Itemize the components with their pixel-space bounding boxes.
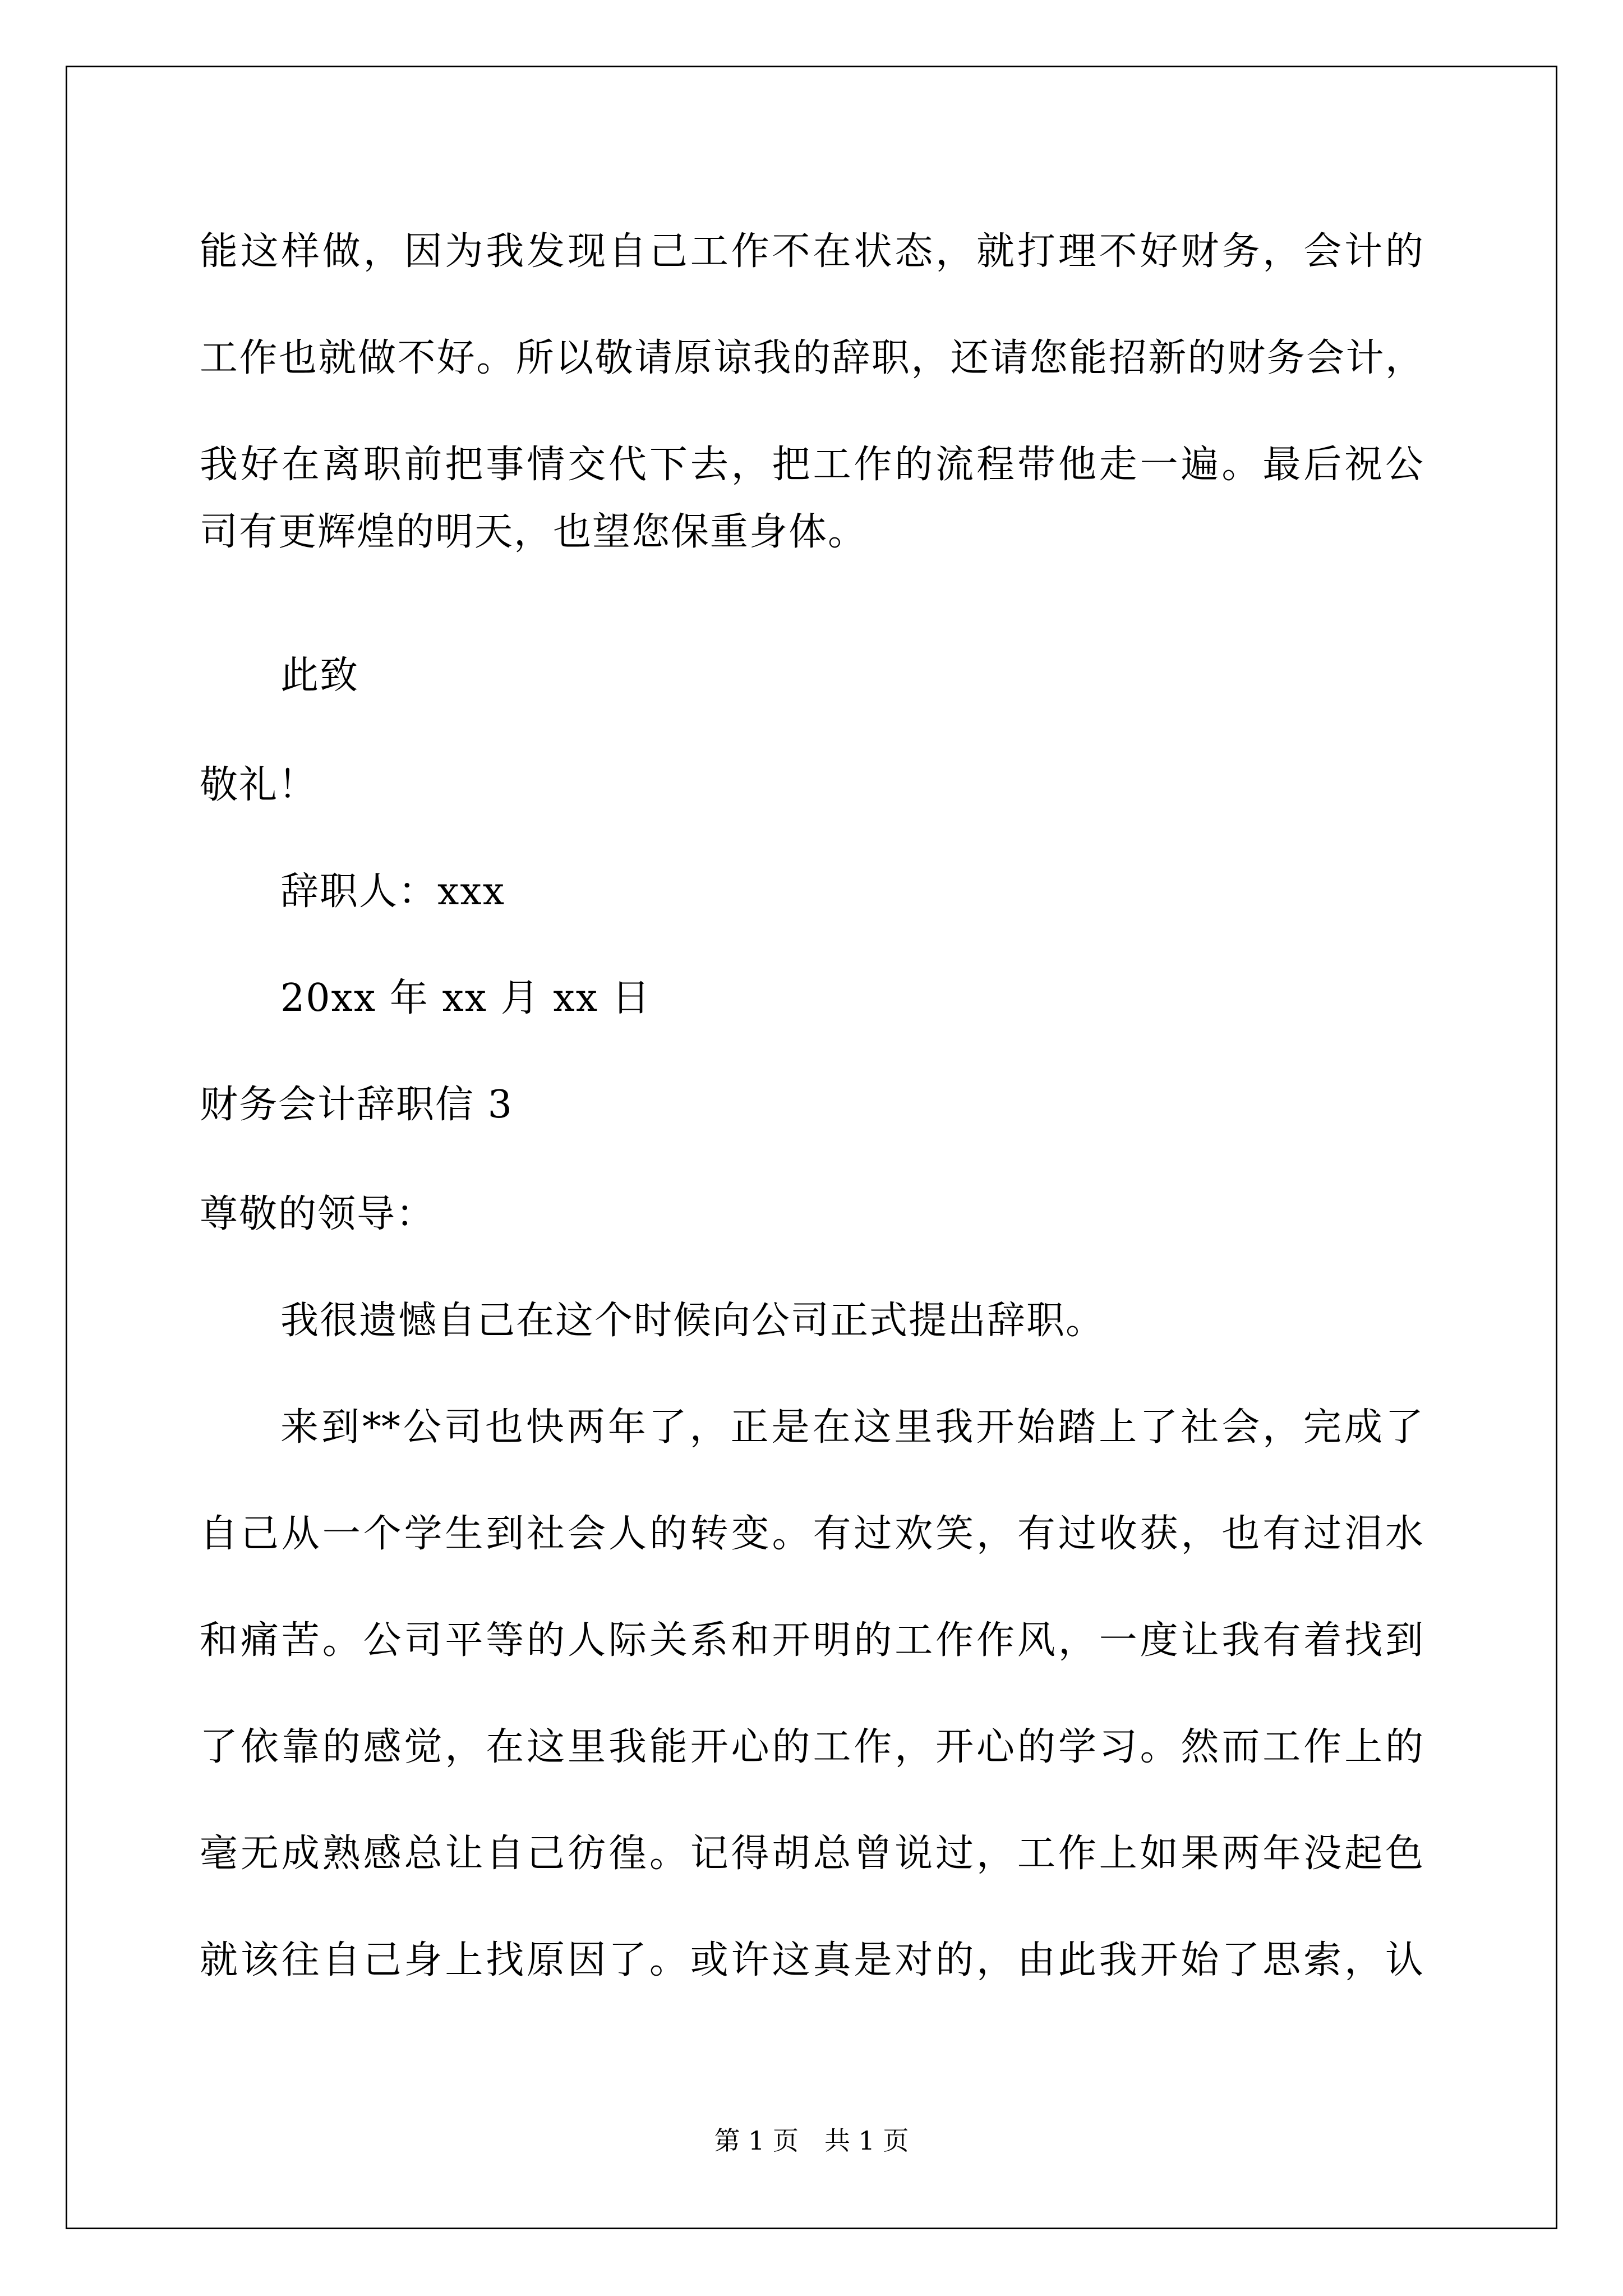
- page-number-current: 第 1 页: [714, 2125, 799, 2156]
- text-line: 和痛苦。公司平等的人际关系和开明的工作作风，一度让我有着找到: [200, 1618, 1423, 1663]
- section-title: 财务会计辞职信 3: [200, 1083, 513, 1127]
- text-line: 就该往自己身上找原因了。或许这真是对的，由此我开始了思索，认: [200, 1938, 1423, 1982]
- page-number-total: 共 1 页: [824, 2125, 909, 2156]
- text-line: 我很遗憾自己在这个时候向公司正式提出辞职。: [280, 1299, 1105, 1343]
- text-line: 我好在离职前把事情交代下去，把工作的流程带他走一遍。最后祝公: [200, 443, 1423, 487]
- text-line: 司有更辉煌的明天，也望您保重身体。: [200, 510, 868, 554]
- text-line: 来到**公司也快两年了，正是在这里我开始踏上了社会，完成了: [280, 1405, 1423, 1450]
- text-line: 毫无成熟感总让自己彷徨。记得胡总曾说过，工作上如果两年没起色: [200, 1832, 1423, 1876]
- text-line: 能这样做，因为我发现自己工作不在状态，就打理不好财务，会计的: [200, 229, 1423, 274]
- greeting-line: 尊敬的领导：: [200, 1192, 436, 1236]
- text-line: 自己从一个学生到社会人的转变。有过欢笑，有过收获，也有过泪水: [200, 1512, 1423, 1556]
- signer-line: 辞职人：xxx: [280, 869, 506, 914]
- page-footer: [0, 2124, 1623, 2157]
- date-line: 20xx 年 xx 月 xx 日: [280, 976, 651, 1020]
- text-line: 工作也就做不好。所以敬请原谅我的辞职，还请您能招新的财务会计，: [200, 336, 1423, 380]
- closing-line: 此致: [280, 654, 359, 698]
- salute-line: 敬礼！: [200, 763, 318, 807]
- page-border: [66, 66, 1557, 2229]
- text-line: 了依靠的感觉，在这里我能开心的工作，开心的学习。然而工作上的: [200, 1725, 1423, 1769]
